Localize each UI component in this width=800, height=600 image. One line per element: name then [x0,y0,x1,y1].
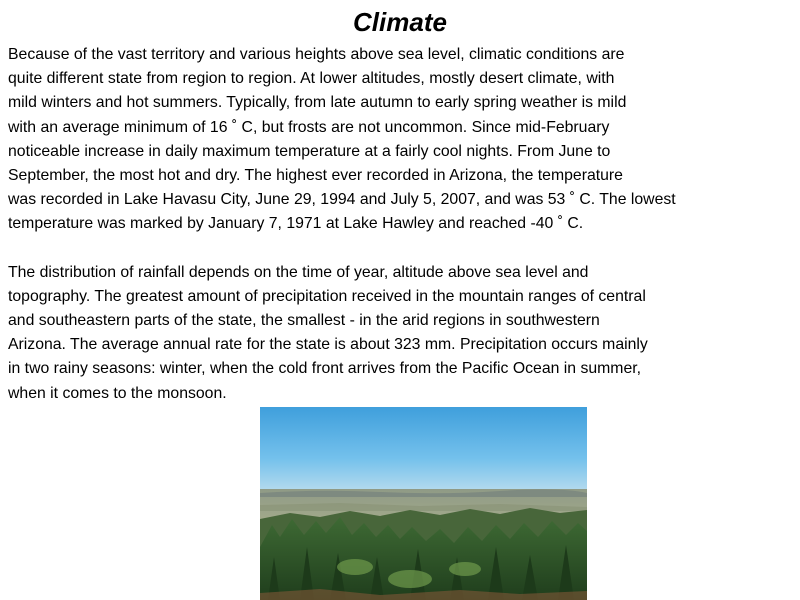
paragraph-1-line-8: temperature was marked by January 7, 1971 at Lake Hawley and reached -40 ˚ C. [8,215,584,233]
paragraph-1-line-3: mild winters and hot summers. Typically, from late autumn to early spring weather is mild [8,94,627,112]
climate-text [8,43,768,406]
paragraph-1-line-2: quite different state from region to region. At lower altitudes, mostly desert climate, with [8,70,615,88]
paragraph-1-line-4: with an average minimum of 16 ˚ C, but frosts are not uncommon. Since mid-February [8,118,610,136]
paragraph-1-line-6: September, the most hot and dry. The highest ever recorded in Arizona, the temperature [8,166,623,184]
paragraph-1-line-7: was recorded in Lake Havasu City, June 29, 1994 and July 5, 2007, and was 53 ˚ C. The lowest [8,191,676,209]
paragraph-2-line-5: in two rainy seasons: winter, when the cold front arrives from the Pacific Ocean in summer, [8,360,642,378]
paragraph-1-line-5: noticeable increase in daily maximum temperature at a fairly cool nights. From June to [8,142,611,160]
arizona-landscape-photo [260,407,587,600]
paragraph-2-line-2: topography. The greatest amount of precipitation received in the mountain ranges of central [8,287,646,305]
paragraph-1-line-1: Because of the vast territory and various heights above sea level, climatic conditions are [8,46,625,63]
paragraph-2-line-1: The distribution of rainfall depends on the time of year, altitude above sea level and [8,263,589,281]
paragraph-spacer [8,237,768,261]
paragraph-2-line-3: and southeastern parts of the state, the smallest - in the arid regions in southwestern [8,312,600,330]
page-title: Climate [353,7,447,37]
paragraph-2-line-6: when it comes to the monsoon. [8,384,227,402]
paragraph-2-line-4: Arizona. The average annual rate for the state is about 323 mm. Precipitation occurs mainly [8,336,648,354]
